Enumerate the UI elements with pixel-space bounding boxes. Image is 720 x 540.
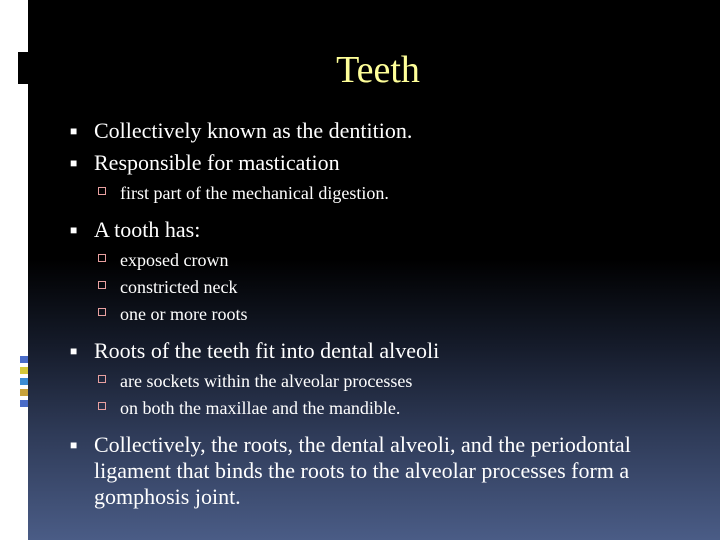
bullet-list	[46, 118, 686, 516]
sub-bullet-item	[46, 249, 686, 271]
hollow-square-bullet-icon	[98, 375, 106, 383]
sub-bullet-text: exposed crown	[120, 250, 229, 270]
bullet-item	[46, 118, 686, 144]
bullet-item	[46, 338, 686, 364]
accent-bar	[20, 400, 28, 407]
sub-bullet-text: constricted neck	[120, 277, 238, 297]
accent-bar	[20, 356, 28, 363]
title-marker	[18, 52, 28, 84]
bullet-item	[46, 217, 686, 243]
hollow-square-bullet-icon	[98, 254, 106, 262]
square-bullet-icon: ■	[70, 438, 78, 452]
bullet-text: Roots of the teeth fit into dental alveoli	[94, 338, 440, 363]
accent-bar	[20, 378, 28, 385]
square-bullet-icon: ■	[70, 156, 78, 170]
hollow-square-bullet-icon	[98, 308, 106, 316]
slide-title: Teeth	[336, 49, 420, 91]
sub-bullet-item	[46, 303, 686, 325]
sub-bullet-item	[46, 397, 686, 419]
square-bullet-icon: ■	[70, 344, 78, 358]
accent-bar	[20, 389, 28, 396]
hollow-square-bullet-icon	[98, 187, 106, 195]
square-bullet-icon: ■	[70, 223, 78, 237]
sub-bullet-item	[46, 276, 686, 298]
bullet-text: Collectively, the roots, the dental alveoli, and the periodontal ligament that binds the roots to the alveolar processes form a gomphosis joint.	[94, 432, 631, 509]
sub-bullet-text: first part of the mechanical digestion.	[120, 183, 389, 203]
hollow-square-bullet-icon	[98, 402, 106, 410]
bullet-item	[46, 150, 686, 176]
sub-bullet-item	[46, 182, 686, 204]
sub-bullet-text: one or more roots	[120, 304, 248, 324]
bullet-item	[46, 432, 686, 510]
bullet-text: Responsible for mastication	[94, 150, 340, 175]
sub-bullet-text: are sockets within the alveolar processes	[120, 371, 413, 391]
sub-bullet-item	[46, 370, 686, 392]
accent-bars	[20, 356, 28, 411]
hollow-square-bullet-icon	[98, 281, 106, 289]
accent-bar	[20, 367, 28, 374]
sub-bullet-text: on both the maxillae and the mandible.	[120, 398, 401, 418]
square-bullet-icon: ■	[70, 124, 78, 138]
bullet-text: A tooth has:	[94, 217, 201, 242]
bullet-text: Collectively known as the dentition.	[94, 118, 413, 143]
